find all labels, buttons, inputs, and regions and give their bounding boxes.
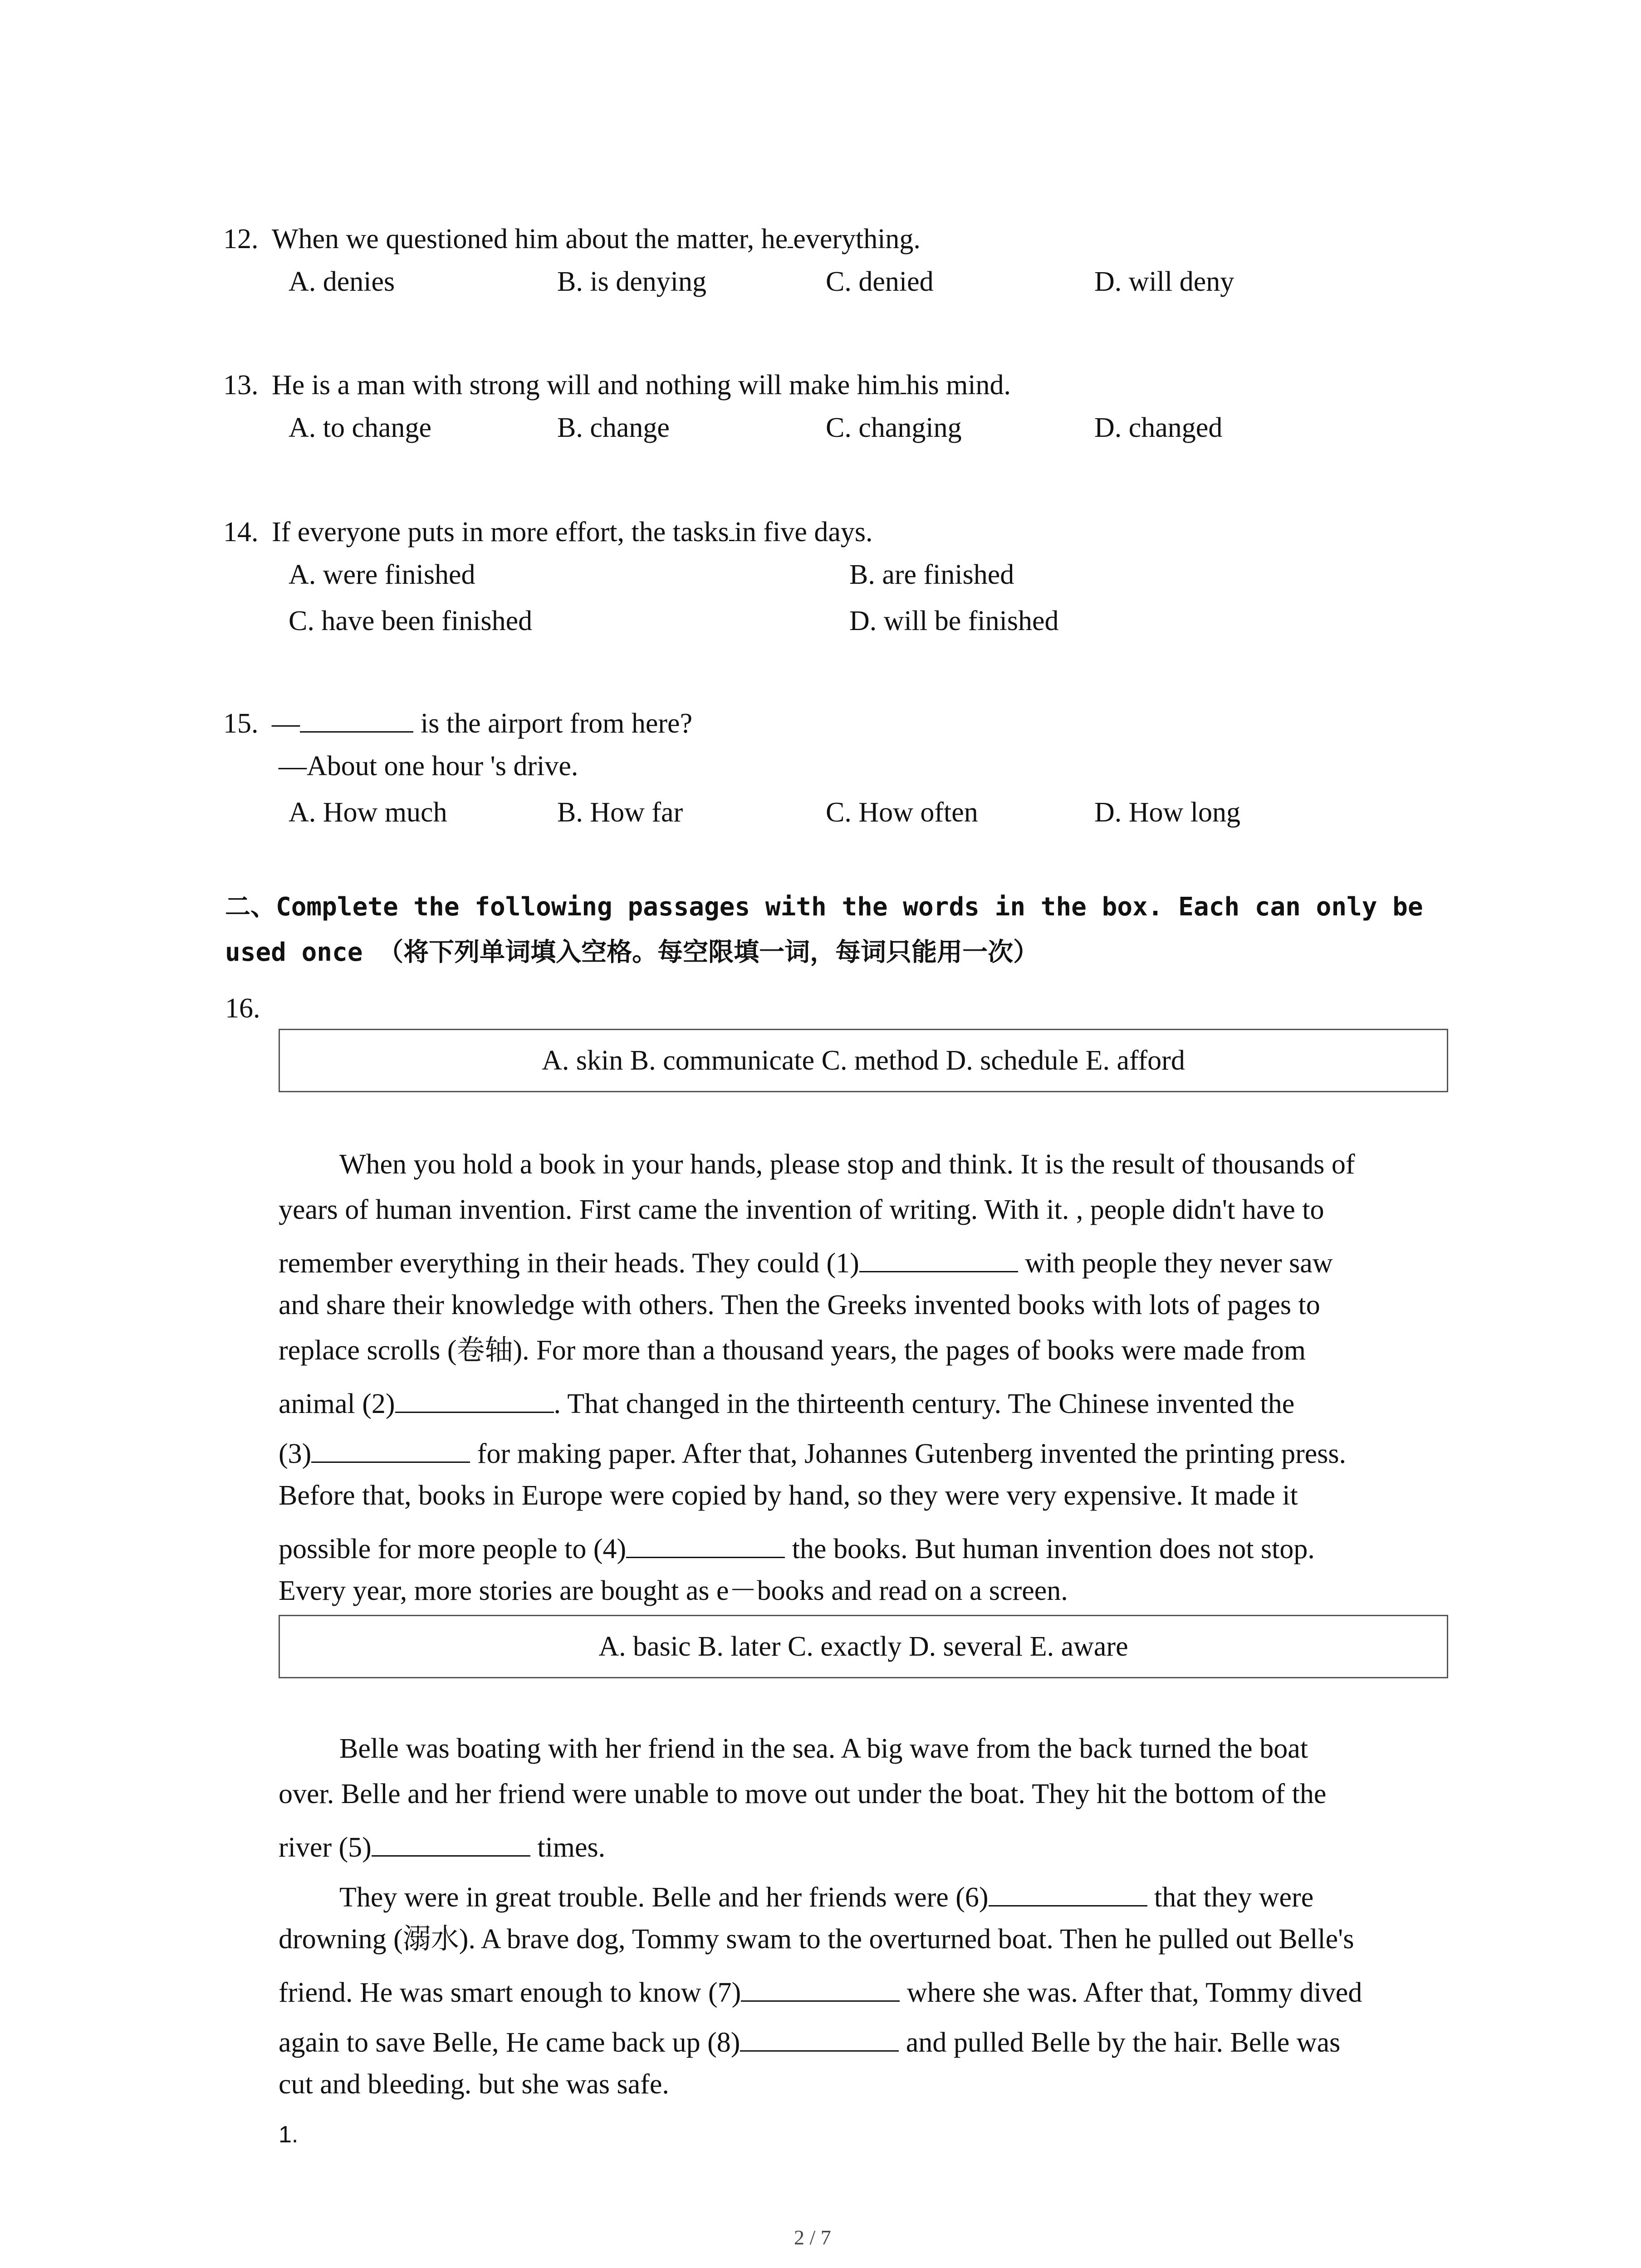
option-c[interactable]: C. How often — [826, 797, 978, 828]
question-stem: When we questioned him about the matter, he everything. — [272, 224, 921, 254]
option-b[interactable]: B. is denying — [557, 266, 706, 297]
passage-1-line: Every year, more stories are bought as e－books and read on a screen. — [279, 1575, 1068, 1606]
answer-blank[interactable] — [729, 514, 735, 541]
question-stem: — is the airport from here? — [272, 708, 692, 739]
option-d[interactable]: D. will deny — [1094, 266, 1234, 297]
answer-blank[interactable] — [788, 221, 793, 248]
passage-1-line: Before that, books in Europe were copied by hand, so they were very expensive. It made it — [279, 1480, 1298, 1511]
question-15 — [223, 706, 692, 738]
section-heading-line2: used once （将下列单词填入空格。每空限填一词，每词只能用一次） — [225, 938, 1039, 967]
passage-1-line: remember everything in their heads. They could (1) with people they never saw — [279, 1246, 1333, 1277]
blank-5[interactable] — [372, 1830, 530, 1857]
passage-2-line: again to save Belle, He came back up (8) and pulled Belle by the hair. Belle was — [279, 2025, 1340, 2057]
option-d[interactable]: D. will be finished — [849, 606, 1059, 636]
trailing-item-number: 1. — [279, 2121, 299, 2148]
blank-2[interactable] — [395, 1386, 554, 1413]
option-a[interactable]: A. were finished — [289, 559, 475, 590]
passage-2-line: cut and bleeding. but she was safe. — [279, 2069, 669, 2100]
passage-2-line: friend. He was smart enough to know (7) where she was. After that, Tommy dived — [279, 1975, 1362, 2007]
passage-1-line: When you hold a book in your hands, please stop and think. It is the result of thousands of — [339, 1149, 1355, 1180]
passage-1-line: animal (2) . That changed in the thirteenth century. The Chinese invented the — [279, 1386, 1294, 1418]
word-box-1 — [279, 1029, 1448, 1092]
passage-2-line: drowning (溺水). A brave dog, Tommy swam to the overturned boat. Then he pulled out Belle's — [279, 1924, 1354, 1955]
option-c[interactable]: C. have been finished — [289, 606, 533, 636]
question-number: 14. — [223, 517, 259, 547]
passage-2-line: Belle was boating with her friend in the sea. A big wave from the back turned the boat — [339, 1733, 1308, 1764]
question-number: 15. — [223, 708, 259, 739]
section-heading-line1: 二、Complete the following passages with the words in the box. Each can only be — [225, 892, 1423, 922]
answer-blank[interactable] — [901, 367, 906, 394]
question-stem: He is a man with strong will and nothing will make him his mind. — [272, 370, 1011, 401]
option-b[interactable]: B. are finished — [849, 559, 1014, 590]
option-d[interactable]: D. How long — [1094, 797, 1241, 828]
option-b[interactable]: B. change — [557, 412, 670, 443]
question-reply: —About one hour 's drive. — [279, 751, 578, 782]
word-box-text: A. basic B. later C. exactly D. several E. aware — [598, 1631, 1128, 1662]
passage-2-line: over. Belle and her friend were unable to move out under the boat. They hit the bottom of the — [279, 1779, 1327, 1809]
passage-1-line: years of human invention. First came the invention of writing. With it. , people didn't have to — [279, 1194, 1324, 1225]
passage-2-line: They were in great trouble. Belle and her friends were (6) that they were — [339, 1880, 1313, 1911]
blank-1[interactable] — [859, 1246, 1018, 1272]
question-12 — [223, 221, 921, 253]
answer-blank[interactable] — [300, 706, 413, 733]
question-number: 12. — [223, 224, 259, 254]
passage-1-line: possible for more people to (4) the books. But human invention does not stop. — [279, 1531, 1315, 1563]
option-a[interactable]: A. denies — [289, 266, 395, 297]
blank-7[interactable] — [741, 1975, 900, 2002]
question-13 — [223, 367, 1011, 399]
question-number: 13. — [223, 370, 259, 401]
option-a[interactable]: A. to change — [289, 412, 432, 443]
question-14 — [223, 514, 873, 546]
word-box-text: A. skin B. communicate C. method D. schedule E. afford — [542, 1045, 1185, 1076]
option-c[interactable]: C. denied — [826, 266, 934, 297]
passage-1-line: and share their knowledge with others. Then the Greeks invented books with lots of pages to — [279, 1290, 1320, 1320]
blank-8[interactable] — [740, 2025, 899, 2052]
word-box-2 — [279, 1615, 1448, 1678]
option-c[interactable]: C. changing — [826, 412, 962, 443]
option-a[interactable]: A. How much — [289, 797, 447, 828]
question-stem: If everyone puts in more effort, the tasks in five days. — [272, 517, 873, 547]
blank-4[interactable] — [626, 1531, 785, 1558]
passage-2-line: river (5) times. — [279, 1830, 605, 1862]
blank-6[interactable] — [989, 1880, 1147, 1906]
page-number: 2 / 7 — [794, 2226, 831, 2249]
option-d[interactable]: D. changed — [1094, 412, 1223, 443]
passage-1-line: (3) for making paper. After that, Johannes Gutenberg invented the printing press. — [279, 1436, 1346, 1468]
option-b[interactable]: B. How far — [557, 797, 683, 828]
blank-3[interactable] — [311, 1436, 470, 1463]
passage-1-line: replace scrolls (卷轴). For more than a thousand years, the pages of books were made from — [279, 1335, 1306, 1366]
item-number: 16. — [225, 993, 260, 1024]
